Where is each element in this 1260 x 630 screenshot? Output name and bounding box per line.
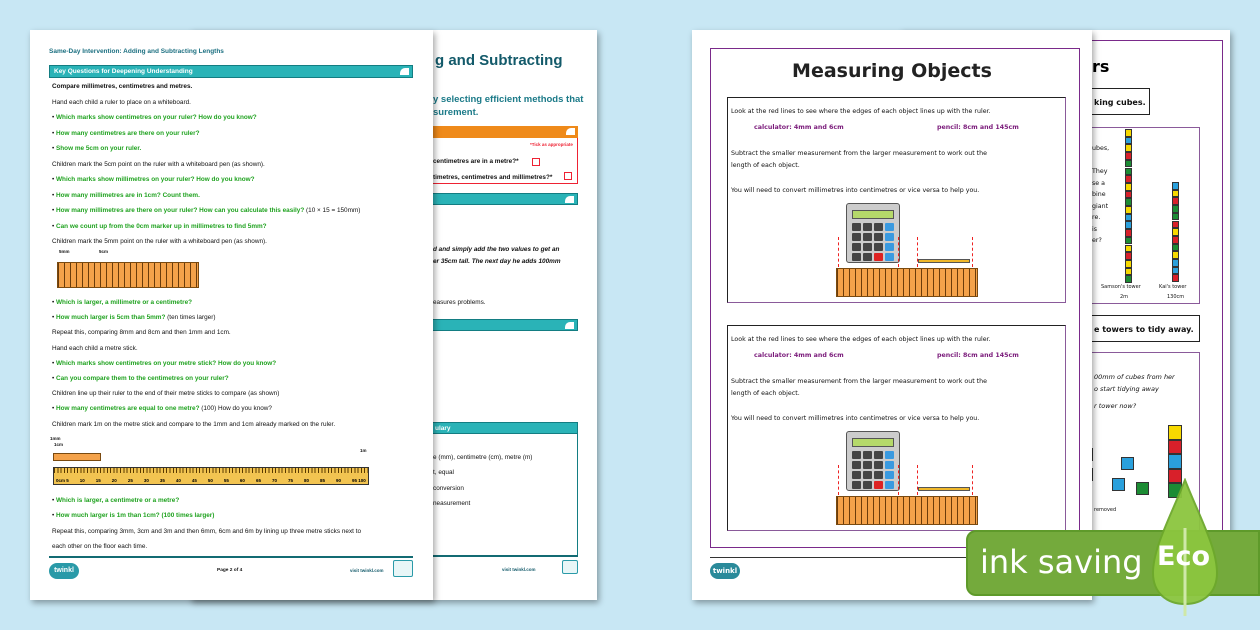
story-line: is (1092, 225, 1098, 233)
question-text: Which marks show centimetres on your metre stick? How do you know? (56, 359, 277, 367)
calculator-key-icon (863, 243, 872, 251)
cube (1125, 221, 1132, 229)
assessment-bar (430, 126, 578, 138)
calculator-key-icon (852, 461, 861, 469)
objective-line: surement. (433, 107, 479, 118)
calculator-key-icon (885, 253, 894, 261)
subtract-text: length of each object. (731, 162, 800, 169)
question-text: How many millimetres are in 1cm? Count them. (56, 191, 200, 199)
calculator-key-icon (874, 461, 883, 469)
metre-tick-label: 50 (207, 478, 213, 483)
bullet-icon: • (52, 129, 57, 137)
check-question: timetres, centimetres and millimetres?* (433, 174, 553, 181)
document-title: Same-Day Intervention: Adding and Subtracting Lengths (49, 48, 224, 55)
question-text: Which marks show millimetres on your ruler? How do you know? (56, 176, 255, 183)
bullet-icon: • (52, 405, 57, 413)
small-ruler-image (53, 453, 101, 461)
cube (1172, 274, 1179, 282)
pencil-reading: pencil: 8cm and 145cm (937, 124, 1019, 131)
cube (1125, 160, 1132, 168)
calculator-reading: calculator: 4mm and 6cm (754, 352, 844, 359)
metre-tick-label: 35 (159, 478, 165, 483)
vocab-item: neasurement (433, 500, 471, 507)
question-text: Can you compare them to the centimetres on your ruler? (56, 375, 229, 382)
cube (1172, 259, 1179, 267)
calculator-reading: calculator: 4mm and 6cm (754, 124, 844, 131)
bullet-icon: • (52, 207, 57, 214)
calculator-key-icon (874, 243, 883, 251)
answer-text: (10 × 15 = 150mm) (304, 207, 361, 214)
calculator-key-icon (874, 471, 883, 479)
cube (1172, 197, 1179, 205)
convert-text: You will need to convert millimetres into centimetres or vice versa to help you. (731, 415, 980, 422)
metre-tick-label: 20 (111, 478, 117, 483)
cube (1125, 275, 1132, 283)
calculator-icon (846, 431, 900, 491)
text-line (52, 207, 360, 214)
page-heading: g and Subtracting (435, 52, 563, 69)
calculator-key-icon (874, 253, 883, 261)
text-line (52, 192, 200, 199)
question-line: o start tidying away (1094, 385, 1159, 393)
bullet-icon: • (52, 359, 57, 367)
vocabulary-title: ulary (435, 425, 451, 432)
story-line: bine (1092, 191, 1106, 198)
vocabulary-bar (430, 422, 578, 434)
calculator-key-icon (874, 481, 883, 489)
section-title: Key Questions for Deepening Understanding (54, 68, 193, 75)
cube (1168, 440, 1182, 455)
text-line (52, 176, 255, 183)
calculator-screen-icon (852, 210, 894, 219)
question-text: Show me 5cm on your ruler. (56, 145, 142, 152)
metre-tick-label: 55 (223, 478, 229, 483)
calculator-key-icon (863, 223, 872, 231)
italic-line: d and simply add the two values to get an (433, 246, 560, 253)
question-text: Which is larger, a centimetre or a metre? (56, 497, 180, 504)
page-title: Measuring Objects (792, 60, 992, 82)
calculator-key-icon (852, 253, 861, 261)
cube (1125, 206, 1132, 214)
story-line: re. (1092, 214, 1101, 221)
calculator-key-icon (852, 451, 861, 459)
worksheet-page-front-left (30, 30, 433, 600)
text-line (52, 390, 279, 397)
tidy-text: e towers to tidy away. (1094, 325, 1194, 334)
answer-text: (100) How do you know? (199, 405, 272, 413)
text-line (52, 223, 267, 230)
metre-tick-label: 40 (175, 478, 181, 483)
metre-stick-image (53, 467, 369, 485)
red-guide-line (898, 465, 899, 495)
cube (1112, 478, 1125, 491)
pencil-icon (918, 487, 970, 491)
red-guide-line (838, 465, 839, 495)
text-line (52, 543, 147, 550)
metre-label: 1mm (50, 436, 61, 441)
text-line (52, 314, 215, 321)
calculator-key-icon (863, 253, 872, 261)
subtract-text: Subtract the smaller measurement from the larger measurement to work out the (731, 378, 988, 385)
bullet-icon: • (52, 145, 57, 152)
metre-tick-label: 45 (191, 478, 197, 483)
ruler-image (57, 262, 199, 288)
text-line (52, 497, 179, 504)
red-guide-line (898, 237, 899, 267)
cube (1172, 205, 1179, 213)
cube (1125, 191, 1132, 199)
metre-tick-label: 90 (336, 478, 342, 483)
metre-label: 1cm (54, 442, 64, 447)
metre-tick-label: 15 (95, 478, 101, 483)
tower-label: Samson's tower (1101, 284, 1141, 290)
instruction-text: Children mark the 5cm point on the ruler with a whiteboard pen (as shown). (52, 160, 265, 168)
calculator-key-icon (885, 223, 894, 231)
metre-tick-label: 80 (303, 478, 309, 483)
question-line: 00mm of cubes from her (1094, 373, 1175, 381)
cube (1125, 129, 1132, 137)
cube (1172, 221, 1179, 229)
metre-tick-label: 75 (287, 478, 293, 483)
calculator-key-icon (852, 233, 861, 241)
instruction-text: Compare millimetres, centimetres and metres. (52, 83, 193, 90)
calculator-key-icon (852, 223, 861, 231)
metre-tick-label: 30 (143, 478, 149, 483)
metre-tick-label: 10 (79, 478, 85, 483)
worksheet-page-front-right (692, 30, 1092, 600)
text-line (52, 405, 272, 412)
text-line (52, 238, 267, 245)
cube (1125, 144, 1132, 152)
cube (1125, 229, 1132, 237)
vocab-item: conversion (433, 485, 464, 492)
footer-divider (49, 556, 413, 558)
cube (1172, 182, 1179, 190)
calculator-screen-icon (852, 438, 894, 447)
cube (1125, 214, 1132, 222)
cube (1125, 168, 1132, 176)
red-guide-line (972, 465, 973, 495)
cube (1125, 237, 1132, 245)
tower-value: 130cm (1167, 294, 1185, 300)
text-line (52, 161, 265, 168)
calculator-key-icon (885, 451, 894, 459)
cube (1125, 175, 1132, 183)
bullet-icon: • (52, 176, 57, 183)
metre-label: 1m (360, 448, 367, 453)
story-line: er? (1092, 237, 1102, 244)
red-guide-line (838, 237, 839, 267)
text-line (52, 299, 192, 306)
calculator-key-icon (885, 481, 894, 489)
question-text: How much larger is 5cm than 5mm? (56, 314, 166, 322)
cube (1125, 137, 1132, 145)
vocab-item: t, equal (433, 469, 454, 476)
cube (1172, 251, 1179, 259)
question-text: Which marks show centimetres on your ruler? How do you know? (56, 114, 257, 121)
twinkl-logo: twinkl (49, 563, 79, 579)
checkbox[interactable] (564, 172, 572, 180)
badge-text: ink saving (980, 543, 1143, 581)
instruction-text: Children mark 1m on the metre stick and compare to the 1mm and 1cm already marked on the ruler. (52, 420, 336, 428)
footer-link[interactable]: visit twinkl.com (350, 568, 384, 573)
text-line (52, 99, 191, 106)
instruction-text: Hand each child a metre stick. (52, 344, 138, 352)
calculator-key-icon (885, 243, 894, 251)
ruler-image (836, 496, 978, 525)
tower-label: Kai's tower (1159, 284, 1187, 290)
calculator-key-icon (863, 461, 872, 469)
intro-text: Look at the red lines to see where the edges of each object lines up with the ruler. (731, 336, 991, 343)
question-text: Which is larger, a millimetre or a centimetre? (56, 299, 193, 306)
instruction-text: Hand each child a ruler to place on a whiteboard. (52, 98, 191, 106)
tick-note: *Tick as appropriate (530, 142, 573, 147)
cube (1125, 245, 1132, 253)
calculator-key-icon (863, 451, 872, 459)
bullet-icon: • (52, 497, 57, 504)
vocab-item: e (mm), centimetre (cm), metre (m) (433, 454, 533, 461)
cube (1172, 190, 1179, 198)
cube (1172, 267, 1179, 275)
pencil-reading: pencil: 8cm and 145cm (937, 352, 1019, 359)
bullet-icon: • (52, 114, 57, 121)
text-line (52, 512, 214, 519)
bullet-icon: • (52, 222, 57, 230)
cube (1172, 213, 1179, 221)
ruler-label: 5cm (99, 249, 109, 254)
ruler-image (836, 268, 978, 297)
metre-tick-label: 70 (271, 478, 277, 483)
calculator-key-icon (863, 233, 872, 241)
text-line (52, 145, 141, 152)
twinkl-logo: twinkl (710, 563, 740, 579)
cube (1125, 198, 1132, 206)
italic-line: er 35cm tall. The next day he adds 100mm (433, 258, 561, 265)
cube (1125, 252, 1132, 260)
problems-line: easures problems. (433, 299, 486, 306)
calculator-icon (846, 203, 900, 263)
calculator-key-icon (874, 223, 883, 231)
question-line: r tower now? (1094, 402, 1137, 410)
quality-badge-icon (393, 560, 413, 577)
page-number: Page 2 of 4 (217, 568, 243, 573)
text-line (52, 360, 276, 367)
story-line: giant (1092, 202, 1109, 210)
text-line (52, 375, 229, 382)
ruler-label: 5mm (59, 249, 70, 254)
subtract-text: length of each object. (731, 390, 800, 397)
calculator-key-icon (885, 471, 894, 479)
calculator-key-icon (874, 233, 883, 241)
subtract-text: Subtract the smaller measurement from the larger measurement to work out the (731, 150, 988, 157)
cube (1121, 457, 1134, 470)
intro-text: king cubes. (1094, 98, 1146, 107)
calculator-key-icon (874, 451, 883, 459)
story-line: se a (1092, 179, 1106, 187)
calculator-key-icon (885, 461, 894, 469)
calculator-key-icon (885, 233, 894, 241)
cube (1125, 183, 1132, 191)
instruction-text: Repeat this, comparing 3mm, 3cm and 3m and then 6mm, 6cm and 6m by lining up three metre sticks next to (52, 527, 362, 535)
removed-label: removed (1094, 507, 1117, 513)
pencil-icon (918, 259, 970, 263)
text-line (52, 83, 192, 90)
bullet-icon: • (52, 314, 57, 322)
section-bar (430, 193, 578, 205)
question-text: How many centimetres are there on your ruler? (56, 129, 200, 137)
convert-text: You will need to convert millimetres into centimetres or vice versa to help you. (731, 187, 980, 194)
question-text: Can we count up from the 0cm marker up in millimetres to find 5mm? (56, 222, 267, 230)
text-line (52, 329, 231, 336)
intro-text: Look at the red lines to see where the edges of each object lines up with the ruler. (731, 108, 991, 115)
instruction-text: Repeat this, comparing 8mm and 8cm and then 1mm and 1cm. (52, 329, 231, 337)
cube (1172, 228, 1179, 236)
calculator-key-icon (852, 471, 861, 479)
cube (1125, 152, 1132, 160)
metre-tick-label: 95 100 (352, 478, 366, 483)
section-bar (430, 319, 578, 331)
cube (1168, 454, 1182, 469)
tower-value: 2m (1120, 294, 1129, 300)
bullet-icon: • (52, 512, 57, 520)
page-heading: rs (1092, 57, 1110, 76)
metre-tick-label: 0cm 5 (56, 478, 69, 483)
question-text: How much larger is 1m than 1cm? (100 times larger) (56, 512, 215, 520)
quality-badge-icon (562, 560, 578, 574)
objective-line: y selecting efficient methods that (433, 94, 584, 105)
cube (1168, 425, 1182, 440)
check-question: centimetres are in a metre?* (433, 158, 519, 165)
metre-tick-label: 60 (239, 478, 245, 483)
question-text: How many centimetres are equal to one metre? (56, 405, 200, 413)
metre-tick-label: 85 (320, 478, 326, 483)
cube (1172, 236, 1179, 244)
metre-tick-label: 65 (255, 478, 261, 483)
text-line (52, 345, 138, 352)
story-line: ubes, (1092, 145, 1110, 152)
story-line: They (1092, 168, 1108, 175)
text-line (52, 114, 257, 121)
section-bar (49, 65, 413, 78)
calculator-key-icon (852, 243, 861, 251)
checkbox[interactable] (532, 158, 540, 166)
bullet-icon: • (52, 375, 57, 382)
footer-divider (433, 555, 578, 557)
text-line (52, 130, 200, 137)
text-line (52, 421, 335, 428)
cube (1125, 268, 1132, 276)
footer-link[interactable]: visit twinkl.com (502, 567, 536, 572)
red-guide-line (972, 237, 973, 267)
question-text: How many millimetres are there on your ruler? How can you calculate this easily? (56, 207, 305, 214)
metre-tick-label: 25 (127, 478, 133, 483)
calculator-key-icon (863, 471, 872, 479)
instruction-text: Children line up their ruler to the end of their metre sticks to compare (as shown) (52, 390, 280, 398)
calculator-key-icon (852, 481, 861, 489)
calculator-key-icon (863, 481, 872, 489)
eco-label: Eco (1157, 541, 1210, 572)
cube (1125, 260, 1132, 268)
instruction-text: each other on the floor each time. (52, 543, 148, 551)
bullet-icon: • (52, 299, 57, 306)
instruction-text: Children mark the 5mm point on the ruler with a whiteboard pen (as shown). (52, 238, 267, 245)
bullet-icon: • (52, 191, 57, 199)
cube (1172, 244, 1179, 252)
answer-text: (ten times larger) (165, 314, 216, 322)
text-line (52, 528, 361, 535)
